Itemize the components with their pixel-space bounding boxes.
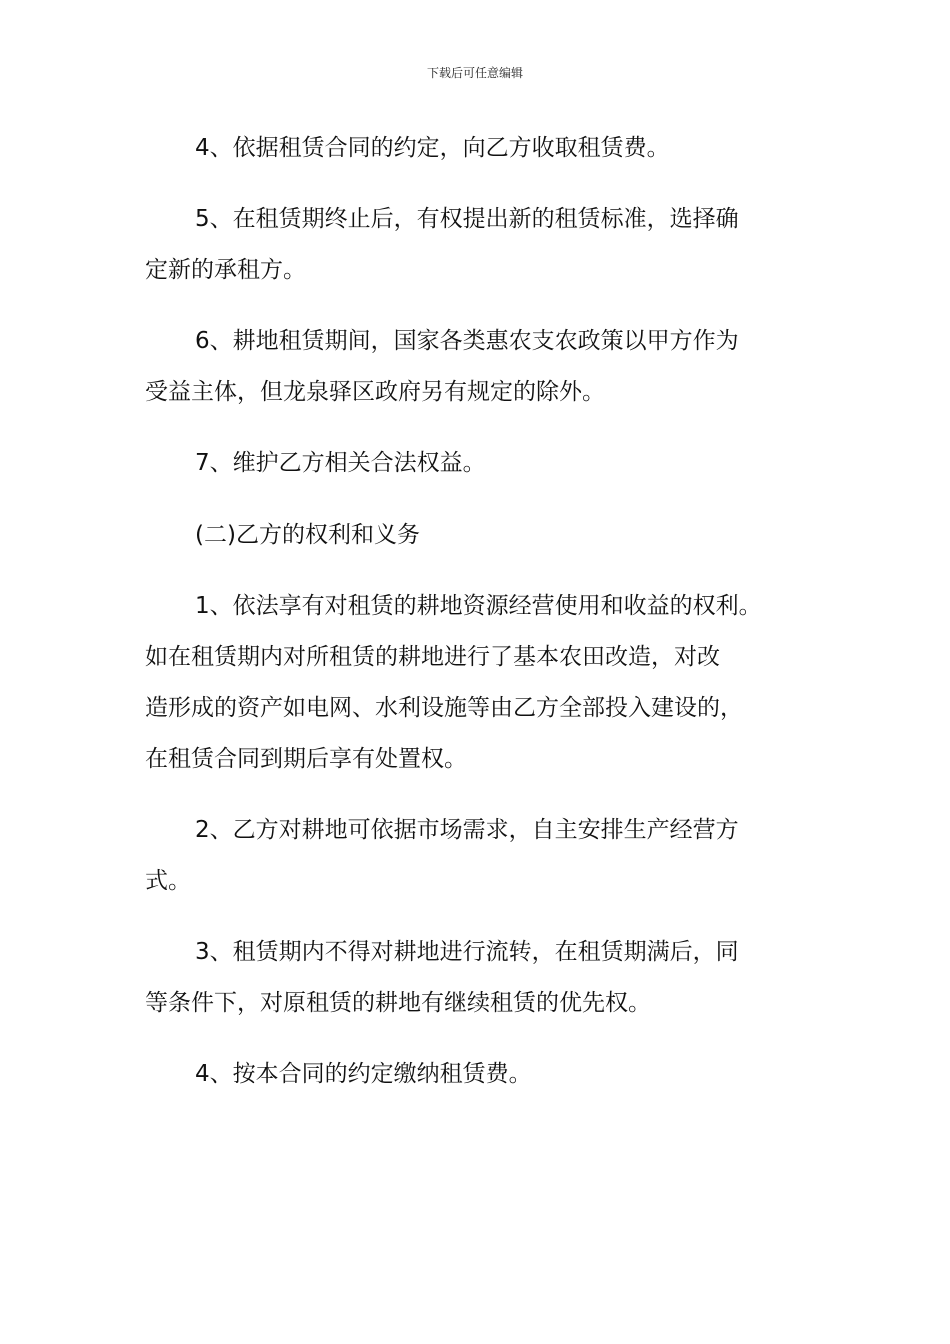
paragraph-line: 2、乙方对耕地可依据市场需求，自主安排生产经营方 <box>195 817 739 843</box>
paragraph-line: 4、按本合同的约定缴纳租赁费。 <box>195 1061 532 1087</box>
paragraph-line: 7、维护乙方相关合法权益。 <box>195 450 486 476</box>
paragraph-item-4-b <box>145 1049 815 1100</box>
paragraph-line: 在租赁合同到期后享有处置权。 <box>145 746 467 772</box>
paragraph-line: 等条件下，对原租赁的耕地有继续租赁的优先权。 <box>145 990 651 1016</box>
paragraph-line: 如在租赁期内对所租赁的耕地进行了基本农田改造，对改 <box>145 644 720 670</box>
paragraph-item-7-a <box>145 438 815 489</box>
paragraph-line: 定新的承租方。 <box>145 257 306 283</box>
paragraph-item-1-b <box>145 581 815 785</box>
section-heading-party-b <box>145 510 815 561</box>
paragraph-line: 造形成的资产如电网、水利设施等由乙方全部投入建设的， <box>145 695 743 721</box>
paragraph-line: 1、依法享有对租赁的耕地资源经营使用和收益的权利。 <box>195 593 762 619</box>
paragraph-item-4-a <box>145 123 815 174</box>
paragraph-line: (二)乙方的权利和义务 <box>195 522 420 548</box>
paragraph-line: 3、租赁期内不得对耕地进行流转，在租赁期满后，同 <box>195 939 739 965</box>
paragraph-line: 式。 <box>145 868 191 894</box>
paragraph-item-6-a <box>145 316 815 418</box>
page-header: 下载后可任意编辑 <box>426 66 523 80</box>
paragraph-line: 5、在租赁期终止后，有权提出新的租赁标准，选择确 <box>195 206 739 232</box>
paragraph-item-3-b <box>145 927 815 1029</box>
paragraph-line: 6、耕地租赁期间，国家各类惠农支农政策以甲方作为 <box>195 328 739 354</box>
paragraph-item-5-a <box>145 194 815 296</box>
paragraph-line: 4、依据租赁合同的约定，向乙方收取租赁费。 <box>195 135 670 161</box>
paragraph-line: 受益主体，但龙泉驿区政府另有规定的除外。 <box>145 379 605 405</box>
paragraph-item-2-b <box>145 805 815 907</box>
